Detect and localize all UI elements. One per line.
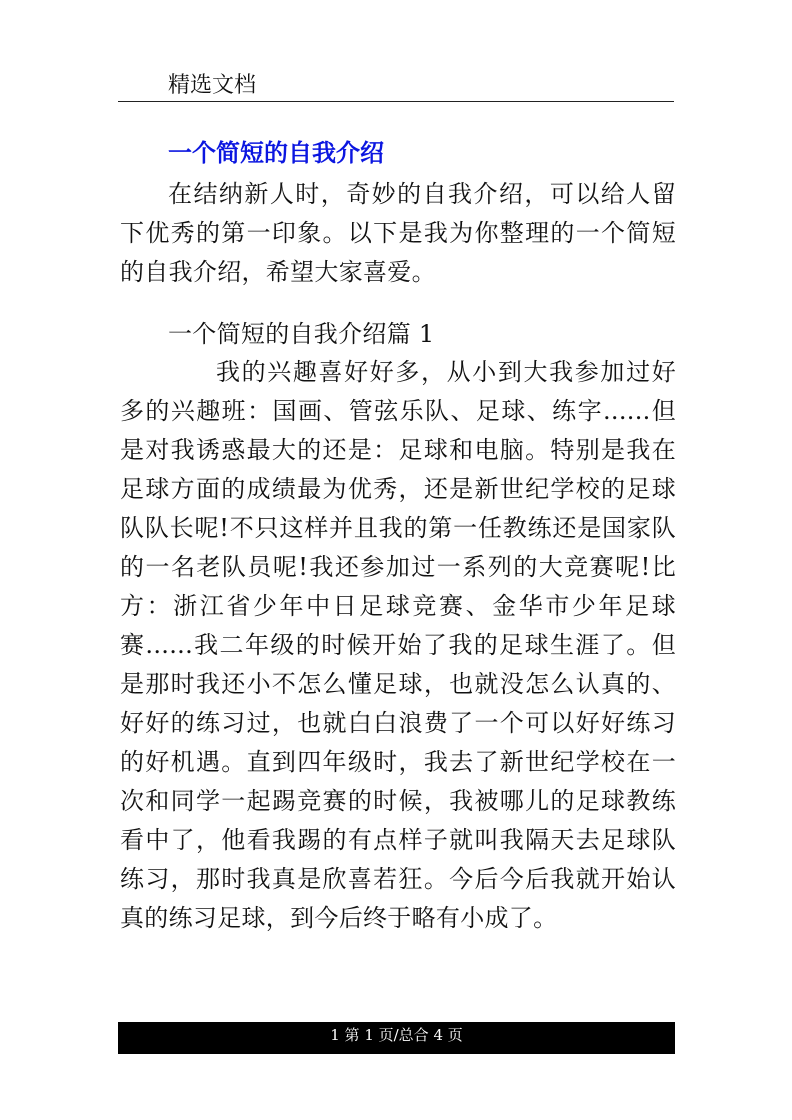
article-title: 一个简短的自我介绍	[168, 138, 384, 167]
intro-paragraph: 在结纳新人时，奇妙的自我介绍，可以给人留下优秀的第一印象。以下是我为你整理的一个简短的自我介绍，希望大家喜爱。	[120, 180, 676, 286]
page-number-label: 1 第 1 页/总合 4 页	[330, 1026, 463, 1044]
page-footer	[118, 1022, 675, 1054]
section-title: 一个简短的自我介绍篇 1	[168, 320, 435, 348]
header-divider	[118, 101, 674, 102]
body-paragraph: 我的兴趣喜好好多，从小到大我参加过好多的兴趣班：国画、管弦乐队、足球、练字......但是对我诱惑最大的还是：足球和电脑。特别是我在足球方面的成绩最为优秀，还是新世纪学校的足球队队长呢!不只这样并且我的第一任教练还是国家队的一名老队员呢!我还参加过一系列的大竞赛呢!比方：浙江省少年中日足球竞赛、金华市少年足球赛......我二年级的时候开始了我的足球生涯了。但是那时我还小不怎么懂足球，也就没怎么认真的、好好的练习过，也就白白浪费了一个可以好好练习的好机遇。直到四年级时，我去了新世纪学校在一次和同学一起踢竞赛的时候，我被哪儿的足球教练看中了，他看我踢的有点样子就叫我隔天去足球队练习，那时我真是欣喜若狂。今后今后我就开始认真的练习足球，到今后终于略有小成了。	[120, 358, 676, 932]
header-label: 精选文档	[168, 73, 257, 98]
